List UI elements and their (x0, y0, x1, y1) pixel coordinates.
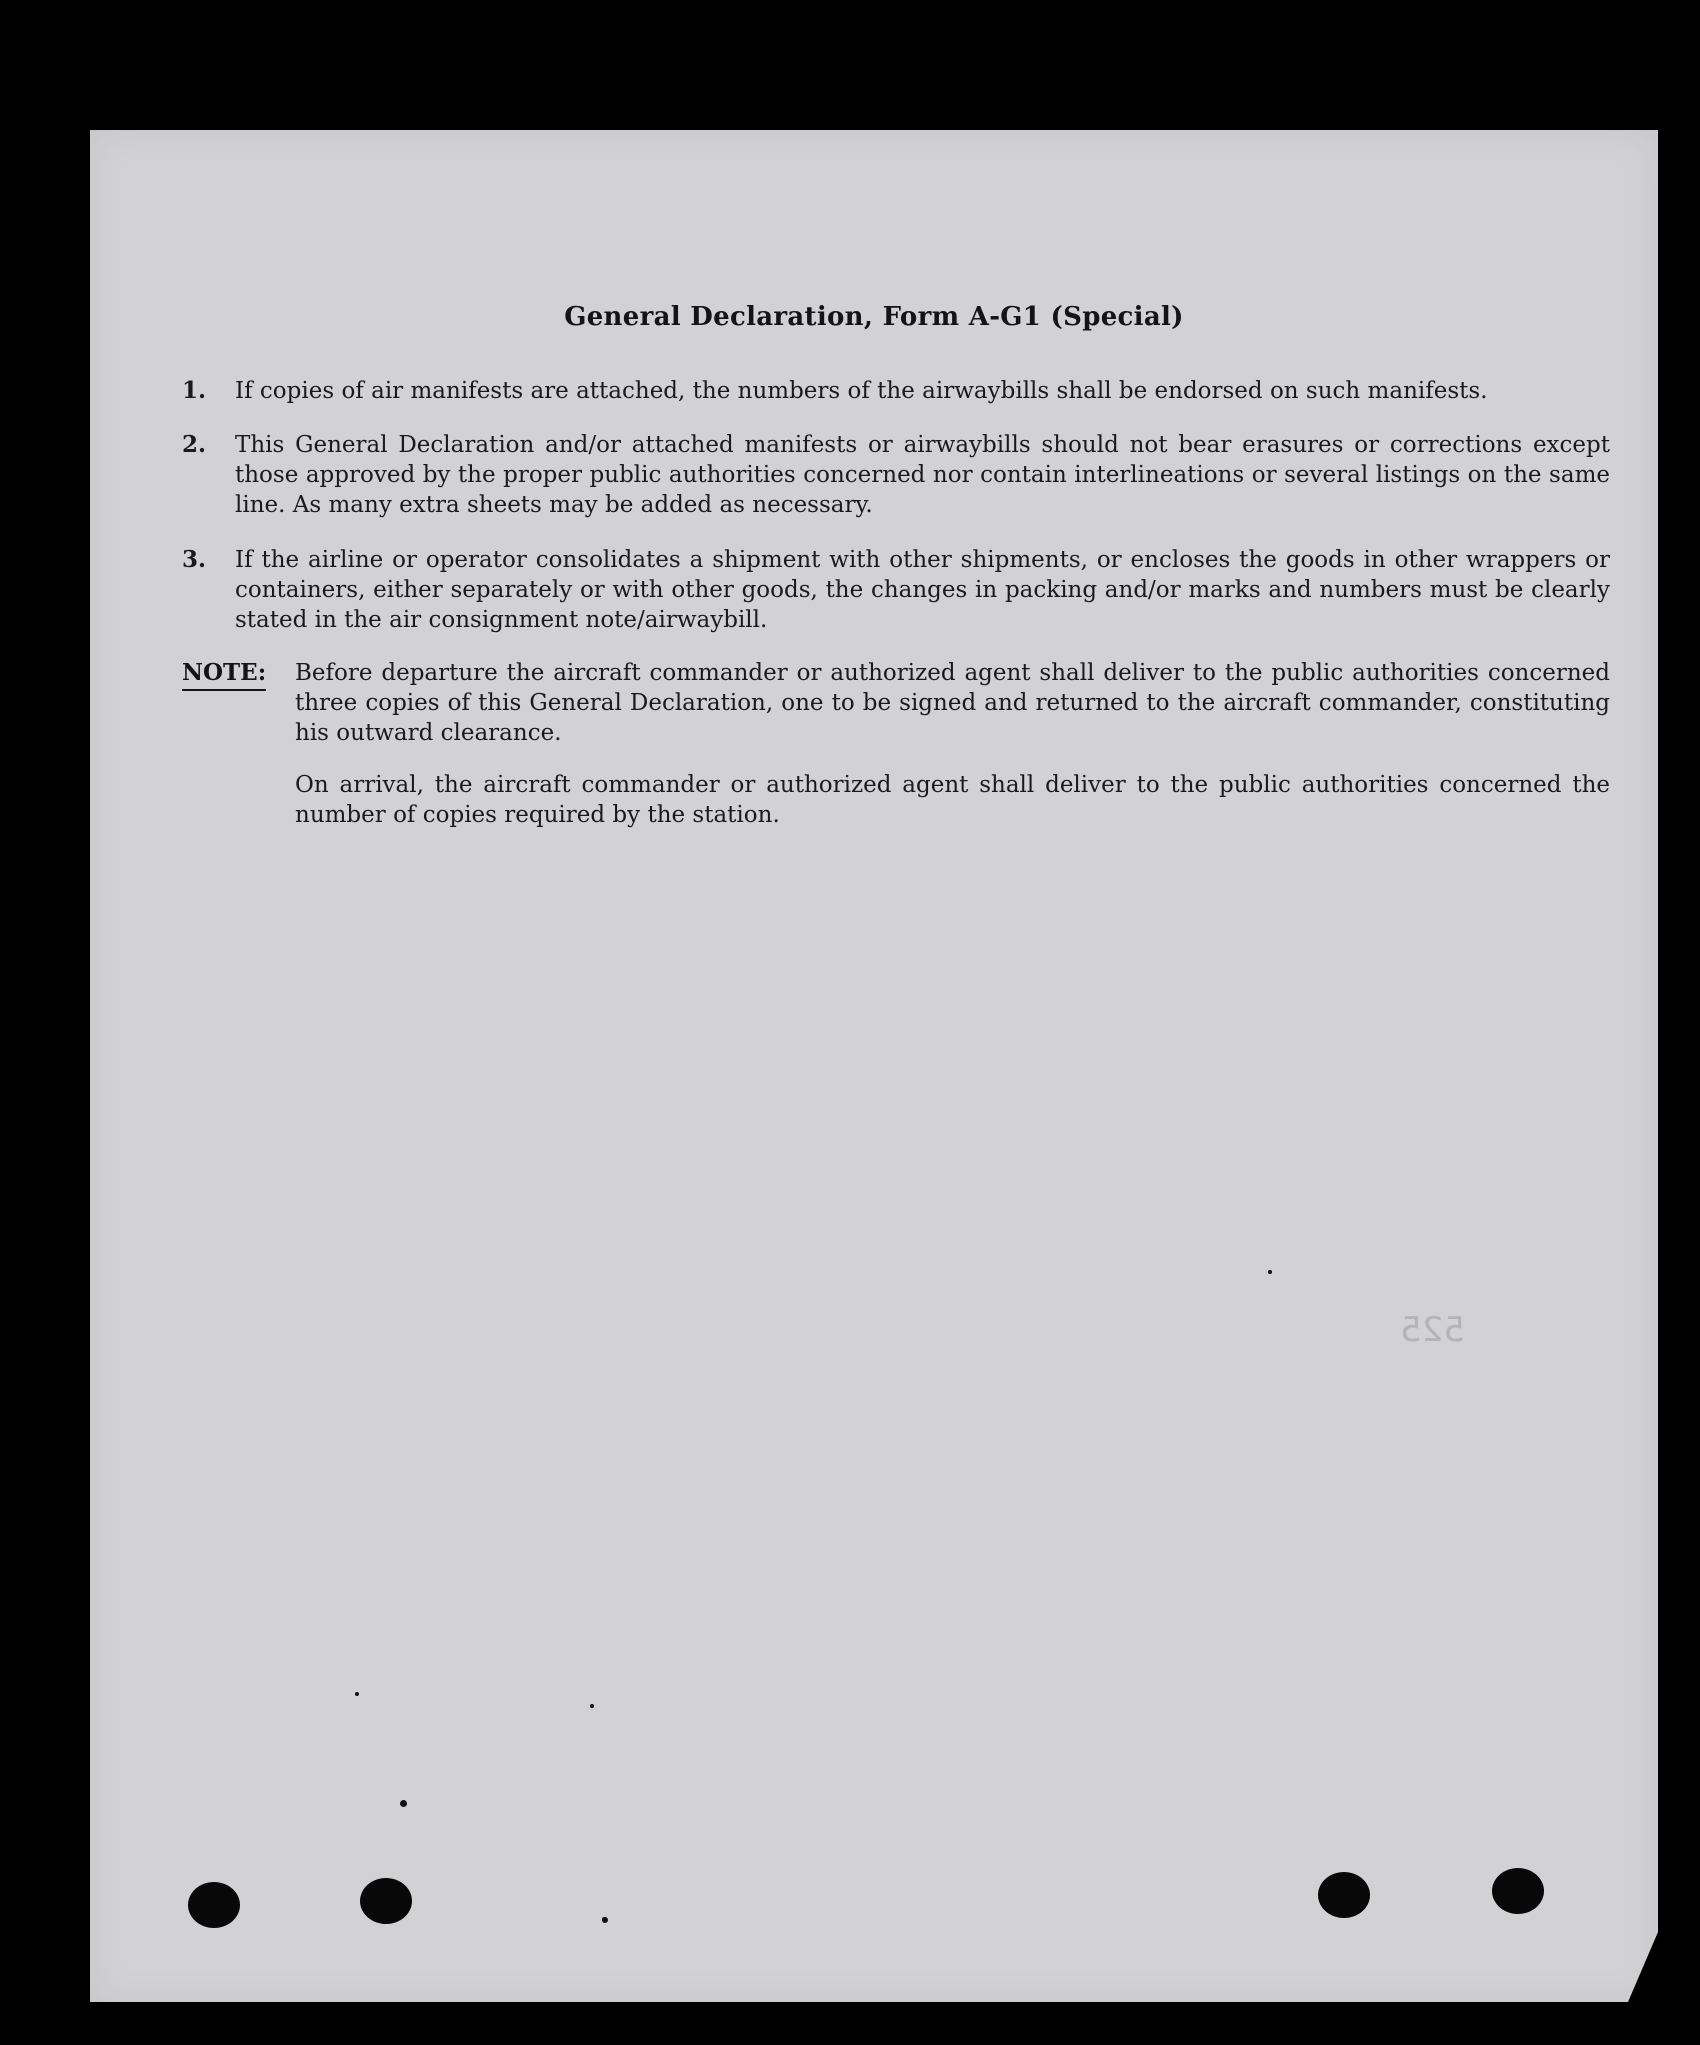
instruction-item-3 (182, 545, 1610, 635)
item-number: 1. (182, 377, 207, 404)
item-text: If copies of air manifests are attached, the numbers of the airwaybills shall be endorsed on such manifests. (235, 378, 1488, 404)
document-page (90, 130, 1658, 2002)
faint-stamp-number: 525 (1400, 1310, 1465, 1350)
note-paragraph-1: Before departure the aircraft commander or authorized agent shall deliver to the public authorities concerned three copies of this General Declaration, one to be signed and returned to the aircraft commander, constituting his outward clearance. (295, 660, 1610, 746)
ink-speck (400, 1800, 407, 1807)
ink-speck (602, 1917, 608, 1923)
punch-hole (188, 1882, 240, 1928)
punch-hole (1318, 1872, 1370, 1918)
punch-hole (360, 1878, 412, 1924)
ink-speck (590, 1704, 594, 1708)
instruction-item-1 (182, 376, 1610, 406)
item-number: 3. (182, 546, 207, 573)
instruction-item-2 (182, 430, 1610, 520)
note-label: NOTE: (182, 658, 266, 691)
ink-speck (1268, 1270, 1272, 1274)
page-corner-fold (1628, 1932, 1658, 2002)
item-text: If the airline or operator consolidates a shipment with other shipments, or encloses the goods in other wrappers or containers, either separately or with other goods, the changes in packing and/or marks and numbers must be clearly stated in the air consignment note/airwaybill. (235, 547, 1610, 633)
item-number: 2. (182, 431, 207, 458)
note-paragraph-2: On arrival, the aircraft commander or authorized agent shall deliver to the public authorities concerned the number of copies required by the station. (295, 772, 1610, 828)
punch-hole (1492, 1868, 1544, 1914)
ink-speck (355, 1692, 359, 1696)
item-text: This General Declaration and/or attached manifests or airwaybills should not bear erasures or corrections except those approved by the proper public authorities concerned nor contain interlineations or several listings on the same line. As many extra sheets may be added as necessary. (235, 432, 1610, 518)
document-title: General Declaration, Form A-G1 (Special) (564, 302, 1184, 332)
